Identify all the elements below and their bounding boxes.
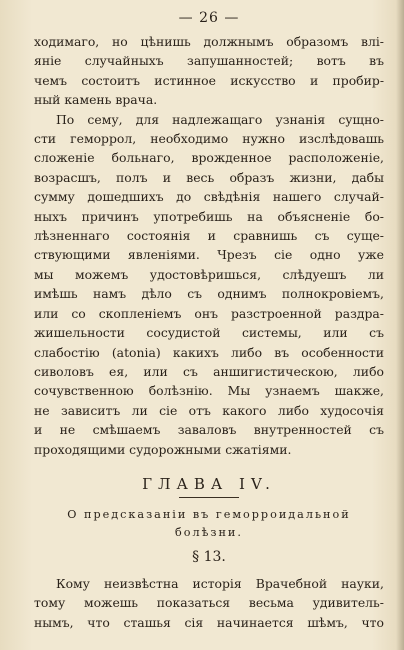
text-line: лѣзненнаго состоянія и сравнишь съ суще- bbox=[34, 228, 384, 244]
page-edge-shadow bbox=[396, 0, 404, 650]
text-line: ходимаго, но цѣнишь должнымъ образомъ влі- bbox=[34, 34, 384, 49]
page-number: — 26 — bbox=[178, 10, 240, 26]
text-line: сумму дошедшихъ до свѣдѣнія нашего случай- bbox=[34, 189, 384, 205]
text-line: сложеніе больнаго, врожденное расположеніе, bbox=[34, 150, 384, 166]
chapter-subtitle-line: болѣзни. bbox=[175, 525, 243, 539]
text-line: проходящими судорожными сжатіями. bbox=[34, 441, 292, 457]
text-line: или со скопленіемъ онъ разстроенной раздра- bbox=[34, 305, 384, 321]
text-line: чемъ состоитъ истинное искусство и пробир- bbox=[34, 72, 384, 88]
text-line: и не смѣшаемъ заваловъ внутренностей съ bbox=[34, 422, 384, 438]
text-line: яніе случайныхъ запушанностей; вотъ въ bbox=[34, 53, 384, 69]
text-line: не зависитъ ли сіе отъ какого либо худосочія bbox=[34, 402, 384, 418]
page-text bbox=[34, 6, 384, 632]
text-line: ныхъ причинъ употребишь на объясненіе бо- bbox=[34, 208, 384, 224]
text-line: возрасшъ, полъ и весь образъ жизни, дабы bbox=[34, 169, 384, 185]
text-line: Кому неизвѣстна исторія Врачебной науки, bbox=[56, 575, 384, 591]
paragraph-2 bbox=[34, 110, 384, 459]
text-line: мы можемъ удостовѣришься, слѣдуешъ ли bbox=[34, 266, 384, 282]
text-line: По сему, для надлежащаго узнанія сущно- bbox=[56, 111, 384, 127]
spacer bbox=[34, 459, 384, 473]
paragraph-3 bbox=[34, 574, 384, 632]
paragraph-1 bbox=[34, 32, 384, 110]
text-line: сиволовъ ея, или съ аншигистическою, либо bbox=[34, 363, 384, 379]
text-line: нымъ, что сташья сія начинается шѣмъ, что bbox=[34, 614, 384, 630]
text-line: ствующими явленіями. Чрезъ сіе одно уже bbox=[34, 247, 384, 263]
section-mark: § 13. bbox=[192, 548, 226, 565]
text-line: имѣшь намъ дѣло съ однимъ полнокровіемъ, bbox=[34, 286, 384, 302]
text-line: жишельности сосудистой системы, или съ bbox=[34, 325, 384, 341]
text-line: тому можешь показаться весьма удивитель- bbox=[34, 595, 384, 611]
text-line: слабостію (atonia) какихъ либо въ особенности bbox=[34, 344, 384, 360]
chapter-subtitle-line: О предсказаніи въ геморроидальной bbox=[67, 507, 351, 521]
text-line: сочувственною болѣзнію. Мы узнаемъ шакже, bbox=[34, 383, 384, 399]
chapter-rule bbox=[179, 497, 239, 498]
text-line: ный камень врача. bbox=[34, 92, 158, 108]
chapter-title: ГЛАВА IV. bbox=[142, 474, 276, 493]
text-line: сти геморрол, необходимо нужно изслѣдовашь bbox=[34, 131, 384, 147]
